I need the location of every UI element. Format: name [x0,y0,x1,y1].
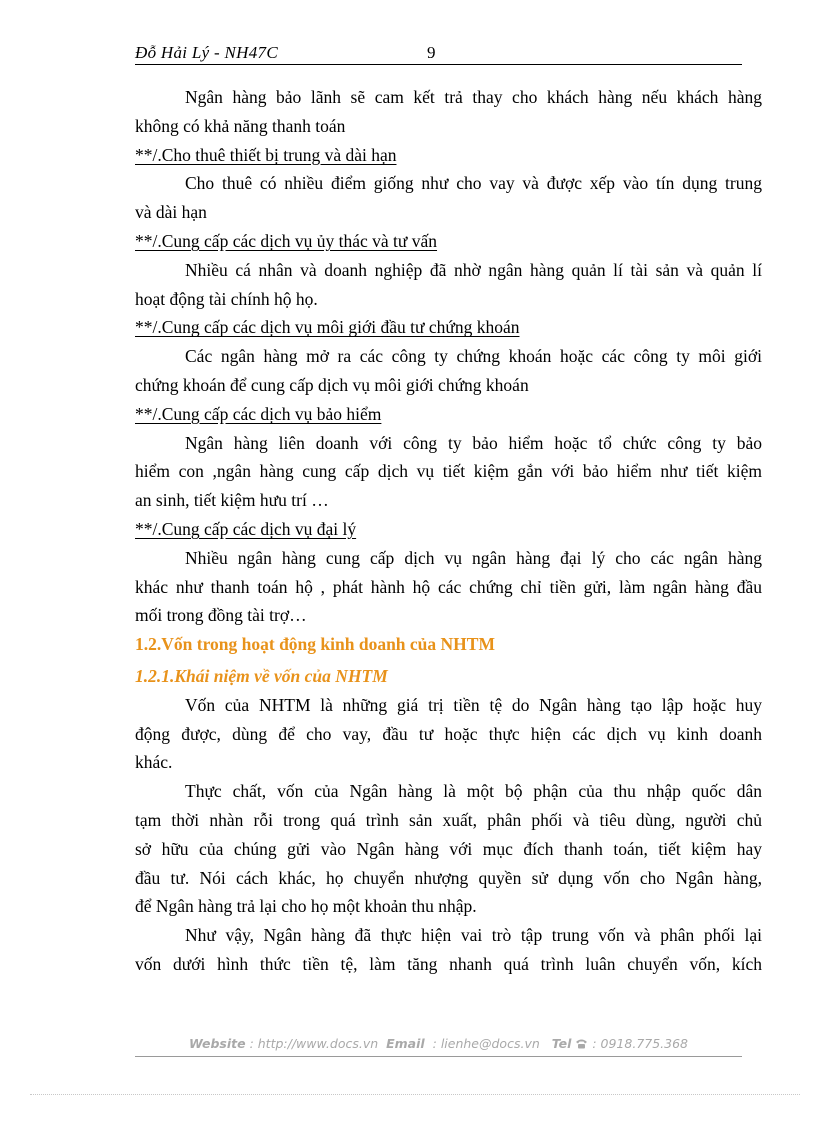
paragraph-line: Nhiều cá nhân và doanh nghiệp đã nhờ ngân hàng quản lí tài sản và quản lí [185,259,762,280]
paragraph-line: Như vậy, Ngân hàng đã thực hiện vai trò tập trung vốn và phân phối lại [185,925,762,946]
paragraph-line: vốn dưới hình thức tiền tệ, làm tăng nhanh quá trình luân chuyển vốn, kích [135,953,762,974]
subheading-brokerage: **/.Cung cấp các dịch vụ môi giới đầu tư chứng khoán [135,317,520,338]
subheading-insurance: **/.Cung cấp các dịch vụ bảo hiểm [135,403,382,424]
page-footer [135,1036,742,1057]
subheading-trust-services: **/.Cung cấp các dịch vụ ủy thác và tư vấn [135,230,438,251]
section-heading-1-2: 1.2.Vốn trong hoạt động kinh doanh của NHTM [135,634,495,655]
footer-email-label: Email [386,1036,425,1051]
footer-email-value: : lienhe@docs.vn [432,1036,540,1051]
paragraph-line: tạm thời nhàn rỗi trong quá trình sản xuất, phân phối và tiêu dùng, người chủ [135,809,762,830]
paragraph-line: khác. [135,752,173,773]
phone-icon [575,1036,592,1051]
paragraph-line: Cho thuê có nhiều điểm giống như cho vay và được xếp vào tín dụng trung [185,173,762,194]
footer-website-label: Website [188,1036,246,1051]
paragraph-line: khác như thanh toán hộ , phát hành hộ các chứng chỉ tiền gửi, làm ngân hàng đầu [135,576,762,597]
paragraph-line: an sinh, tiết kiệm hưu trí … [135,490,329,511]
header-author: Đỗ Hải Lý - NH47C [135,43,278,62]
page-header [135,40,742,65]
paragraph-line: đầu tư. Nói cách khác, họ chuyển nhượng quyền sử dụng vốn cho Ngân hàng, [135,867,762,888]
paragraph-line: Ngân hàng liên doanh với công ty bảo hiểm hoặc tổ chức công ty bảo [185,432,762,453]
section-heading-1-2-1: 1.2.1.Khái niệm về vốn của NHTM [135,665,388,686]
paragraph-line: sở hữu của chúng gửi vào Ngân hàng với mục đích thanh toán, tiết kiệm hay [135,838,762,859]
paragraph-line: Các ngân hàng mở ra các công ty chứng khoán hoặc các công ty môi giới [185,346,762,367]
paragraph-line: để Ngân hàng trả lại cho họ một khoản thu nhập. [135,896,477,917]
paragraph-line: hiểm con ,ngân hàng cung cấp dịch vụ tiết kiệm gắn với bảo hiểm như tiết kiệm [135,461,762,482]
paragraph-line: không có khả năng thanh toán [135,115,346,136]
paragraph-line: Vốn của NHTM là những giá trị tiền tệ do Ngân hàng tạo lập hoặc huy [185,694,762,715]
paragraph-line: chứng khoán để cung cấp dịch vụ môi giới chứng khoán [135,374,529,395]
page-edge-divider [30,1094,800,1095]
subheading-leasing: **/.Cho thuê thiết bị trung và dài hạn [135,144,397,165]
page-number: 9 [427,43,436,62]
footer-tel-label: Tel [551,1036,572,1051]
paragraph-line: mối trong đồng tài trợ… [135,605,307,626]
paragraph-line: Nhiều ngân hàng cung cấp dịch vụ ngân hàng đại lý cho các ngân hàng [185,547,762,568]
paragraph-line: Ngân hàng bảo lãnh sẽ cam kết trả thay cho khách hàng nếu khách hàng [185,87,762,107]
paragraph-line: động được, dùng để cho vay, đầu tư hoặc thực hiện các dịch vụ kinh doanh [135,723,762,744]
paragraph-line: và dài hạn [135,202,207,223]
document-body [135,83,762,979]
subheading-agency: **/.Cung cấp các dịch vụ đại lý [135,518,357,539]
footer-website-value: : http://www.docs.vn [249,1036,379,1051]
paragraph-line: hoạt động tài chính hộ họ. [135,288,318,309]
footer-tel-value: : 0918.775.368 [592,1036,689,1051]
paragraph-line: Thực chất, vốn của Ngân hàng là một bộ phận của thu nhập quốc dân [185,781,762,802]
